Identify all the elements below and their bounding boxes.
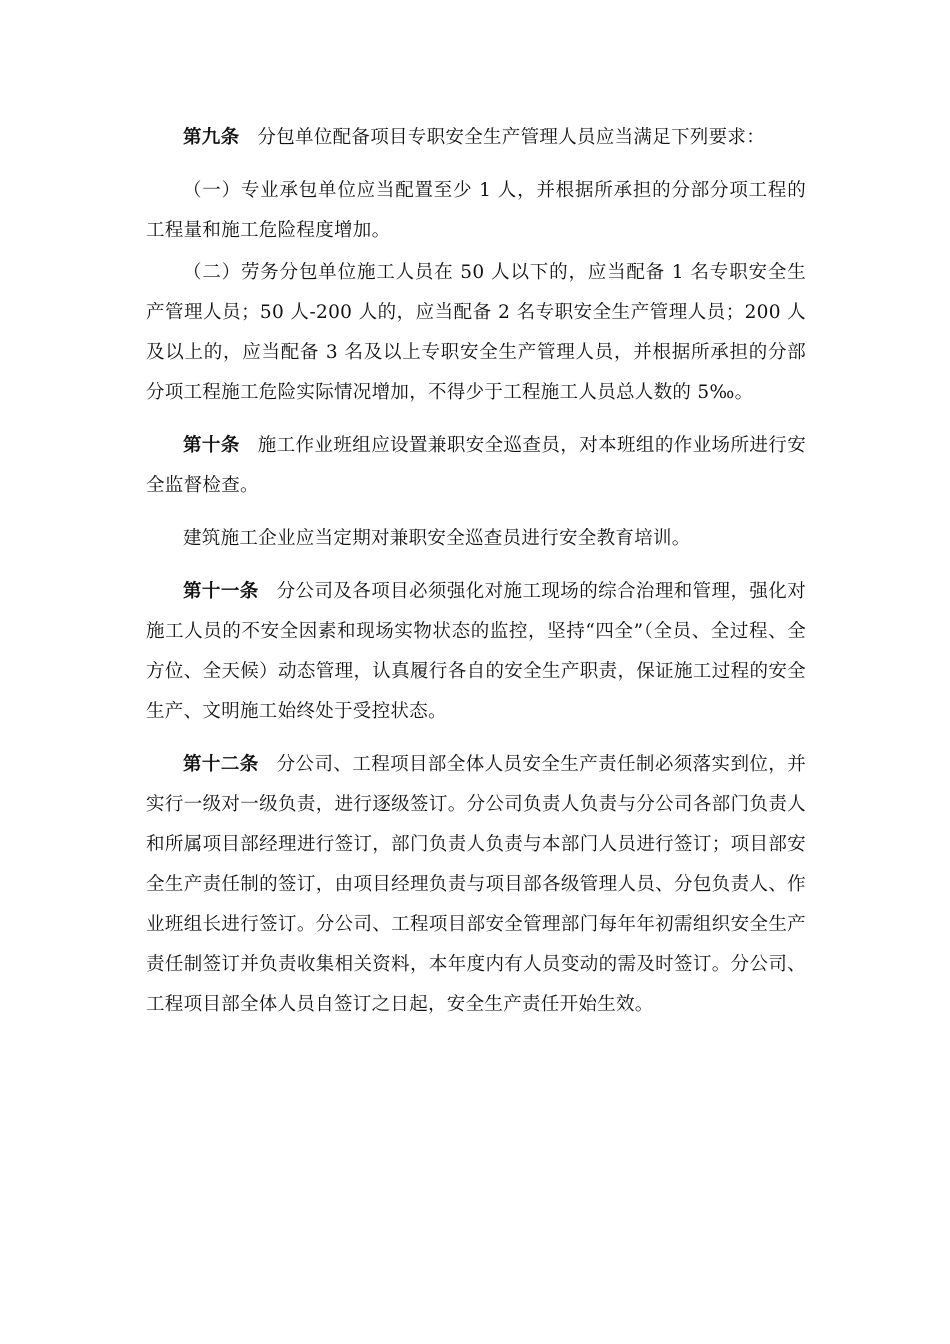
article-9-text: 分包单位配备项目专职安全生产管理人员应当满足下列要求： xyxy=(257,127,766,148)
article-10-extra: 建筑施工企业应当定期对兼职安全巡查员进行安全教育培训。 xyxy=(183,528,691,549)
article-10 xyxy=(146,426,806,506)
article-9 xyxy=(146,118,806,158)
article-11-text: 分公司及各项目必须强化对施工现场的综合治理和管理，强化对施工人员的不安全因素和现场实物状态的监控，坚持“四全”（全员、全过程、全方位、全天候）动态管理，认真履行各自的安全生产职责，保证施工过程的安全生产、文明施工始终处于受控状态。 xyxy=(146,581,806,722)
article-9-item-1: （一）专业承包单位应当配置至少 1 人，并根据所承担的分部分项工程的工程量和施工危险程度增加。 xyxy=(146,180,806,241)
article-11-heading: 第十一条 xyxy=(183,581,259,602)
article-12-text: 分公司、工程项目部全体人员安全生产责任制必须落实到位，并实行一级对一级负责，进行逐级签订。分公司负责人负责与分公司各部门负责人和所属项目部经理进行签订，部门负责人负责与本部门人员进行签订；项目部安全生产责任制的签订，由项目经理负责与项目部各级管理人员、分包负责人、作业班组长进行签订。分公司、工程项目部安全管理部门每年年初需组织安全生产责任制签订并负责收集相关资料，本年度内有人员变动的需及时签订。分公司、工程项目部全体人员自签订之日起，安全生产责任开始生效。 xyxy=(146,754,806,1015)
document-body xyxy=(146,118,806,1025)
article-9-heading: 第九条 xyxy=(183,127,240,148)
article-10-text: 施工作业班组应设置兼职安全巡查员，对本班组的作业场所进行安全监督检查。 xyxy=(146,435,806,496)
article-9-item-2: （二）劳务分包单位施工人员在 50 人以下的，应当配备 1 名专职安全生产管理人员；50 人-200 人的，应当配备 2 名专职安全生产管理人员；200 人及以上的，应当配备 3 名及以上专职安全生产管理人员，并根据所承担的分部分项工程施工危险实际情况增加，不得少于工程施工人员总人数的 5‰。 xyxy=(146,262,806,403)
article-12-heading: 第十二条 xyxy=(183,754,259,775)
article-12 xyxy=(146,745,806,1025)
article-11 xyxy=(146,572,806,732)
article-10-heading: 第十条 xyxy=(183,435,240,456)
